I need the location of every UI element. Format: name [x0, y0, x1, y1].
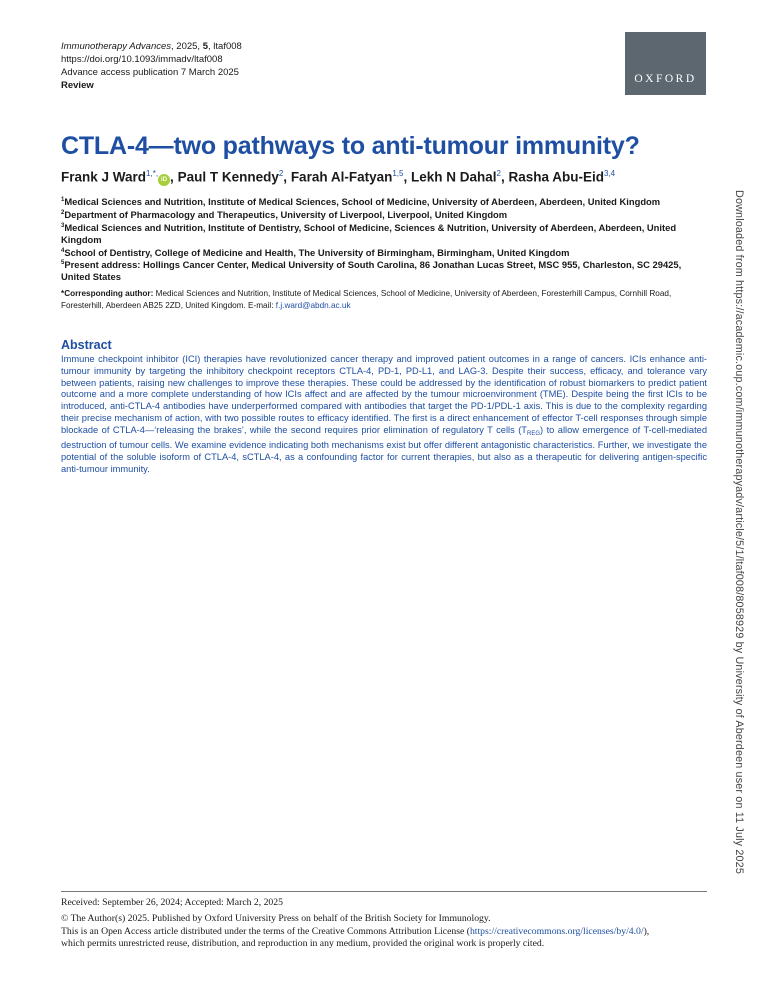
journal-volume: 5	[202, 41, 209, 52]
abstract-part-2: ) to allow emergence of T-cell-mediated destruction of tumour cells. We examine evidence indicating both mechanisms exist but offer different antagonistic characteristics. Further, we investigate the potential of the soluble isoform of CTLA-4, sCTLA-4, as a confounding factor for current therapies, but also as a therapeutic for delivering antigen-specific anti-tumour immunity.	[61, 424, 707, 474]
author-affiliation-marker: 1,*,	[146, 169, 159, 178]
author-name[interactable]: Rasha Abu-Eid	[508, 169, 604, 185]
affiliation-item	[61, 208, 711, 221]
author-separator: ,	[170, 169, 178, 185]
author-name[interactable]: Farah Al-Fatyan	[290, 169, 393, 185]
affiliation-text: Medical Sciences and Nutrition, Institute of Dentistry, School of Medicine, Sciences & Nutrition, University of Aberdeen, Aberdeen, United Kingdom	[61, 221, 677, 245]
affiliation-item	[61, 221, 711, 246]
oxford-logo[interactable]	[625, 32, 706, 95]
orcid-icon[interactable]: iD	[158, 174, 170, 186]
journal-name: Immunotherapy Advances	[61, 41, 172, 52]
corresponding-star: *	[61, 289, 65, 298]
author-affiliation-marker: 3,4	[604, 169, 616, 178]
article-title: CTLA-4—two pathways to anti-tumour immunity?	[61, 132, 640, 160]
abstract-heading: Abstract	[61, 338, 112, 352]
author-affiliation-marker: 2	[496, 169, 501, 178]
author-name[interactable]: Paul T Kennedy	[177, 169, 279, 185]
download-notice	[729, 190, 747, 874]
license-text: This is an Open Access article distributed under the terms of the Creative Commons Attribution License (	[61, 925, 470, 937]
affiliation-number: 5	[61, 260, 65, 267]
author-affiliation-marker: 2	[278, 169, 284, 178]
corresponding-email-link[interactable]: f.j.ward@abdn.ac.uk	[275, 300, 351, 310]
license-line-2: which permits unrestricted reuse, distribution, and reproduction in any medium, provided the original work is properly cited.	[61, 938, 545, 950]
affiliation-item	[61, 258, 711, 283]
article-meta	[61, 40, 242, 92]
license-line	[61, 926, 711, 938]
affiliation-text: Medical Sciences and Nutrition, Institute of Medical Sciences, School of Medicine, University of Aberdeen, Aberdeen, United Kingdom	[64, 196, 661, 208]
journal-citation	[61, 40, 242, 53]
doi-link[interactable]: https://doi.org/10.1093/immadv/ltaf008	[61, 54, 223, 65]
corresponding-author	[61, 288, 711, 311]
author-separator: ,	[500, 169, 509, 185]
author-list	[61, 169, 615, 186]
affiliation-number: 1	[61, 197, 65, 203]
affiliation-number: 3	[61, 222, 65, 229]
journal-year: , 2025,	[171, 41, 203, 52]
article-id: , ltaf008	[208, 41, 242, 52]
abstract-text	[61, 354, 707, 476]
author-separator: ,	[283, 169, 291, 185]
affiliation-item	[61, 195, 711, 208]
affiliation-item	[61, 246, 711, 259]
author-name[interactable]: Frank J Ward	[61, 169, 147, 185]
abstract-part-1: Immune checkpoint inhibitor (ICI) therapies have revolutionized cancer therapy and improved patient outcomes in a range of cancers. ICIs enhance anti-tumour immunity by targeting the inhibitory checkpoint receptors CTLA-4, PD-1, PD-L1, and LAG-3. Despite their success, efficacy, and tolerance vary between patients, raising new challenges to improve these therapies. These could be addressed by the identification of robust biomarkers to predict patient outcome and a more complete understanding of how ICIs affect and are affected by the tumour microenvironment (TME). Despite being the first ICIs to be introduced, anti-CTLA-4 antibodies have underperformed compared with antibodies that target the PD-1/PDL-1 axis. This is due to the complexity regarding their precise mechanism of action, with two possible routes to efficacy identified. The first is a direct enhancement of effector T-cell responses through simple blockade of CTLA-4—‘releasing the brakes’, while the second requires prior elimination of regulatory T cells (T	[61, 354, 707, 435]
affiliation-text: Department of Pharmacology and Therapeutics, University of Liverpool, Liverpool, United Kingdom	[64, 209, 508, 221]
author-name[interactable]: Lekh N Dahal	[410, 169, 497, 185]
affiliation-number: 4	[61, 247, 65, 254]
license-link[interactable]: https://creativecommons.org/licenses/by/4.0/	[469, 925, 644, 937]
abstract-subscript: REG	[527, 430, 541, 437]
copyright-notice: © The Author(s) 2025. Published by Oxford University Press on behalf of the British Society for Immunology.	[61, 913, 491, 925]
footer-divider	[61, 891, 707, 892]
corresponding-label: Corresponding author:	[64, 289, 154, 298]
footer	[61, 897, 711, 951]
affiliation-number: 2	[61, 209, 65, 216]
oxford-logo-text: OXFORD	[634, 73, 697, 85]
author-separator: ,	[403, 169, 411, 185]
download-notice-text: Downloaded from https://academic.oup.com/immunotherapyadv/article/5/1/ltaf008/8058929 by University of Aberdeen user on 11 July 2025	[733, 190, 745, 874]
article-type: Review	[61, 80, 94, 91]
received-dates: Received: September 26, 2024; Accepted: March 2, 2025	[61, 897, 283, 908]
author-affiliation-marker: 1,5	[392, 169, 404, 178]
affiliation-text: School of Dentistry, College of Medicine and Health, The University of Birmingham, Birmingham, United Kingdom	[64, 246, 570, 258]
advance-access: Advance access publication 7 March 2025	[61, 67, 239, 78]
license-text-end: ),	[643, 925, 650, 937]
corresponding-address: Medical Sciences and Nutrition, Institute of Medical Sciences, School of Medicine, University of Aberdeen, Foresterhill Campus, Cornhill Road, Foresterhill, Aberdeen AB25 2ZD, United Kingdom. E-mail:	[61, 289, 672, 310]
affiliation-text: Present address: Hollings Cancer Center, Medical University of South Carolina, 86 Jonathan Lucas Street, MSC 955, Charleston, SC 29425, United States	[61, 259, 682, 283]
affiliation-list	[61, 195, 711, 283]
